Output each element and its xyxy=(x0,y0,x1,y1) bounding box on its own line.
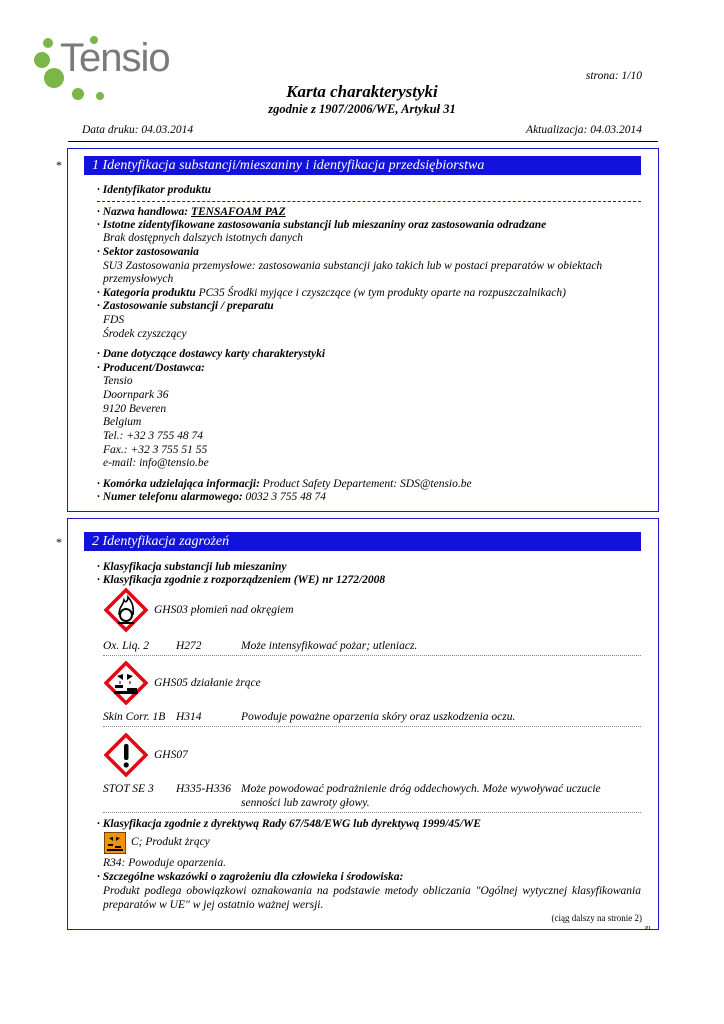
ghs03-label: GHS03 płomień nad okręgiem xyxy=(154,604,294,616)
dotted-divider xyxy=(103,655,641,656)
hazard-statement-cont: senności lub zawroty głowy. xyxy=(241,797,370,809)
usage-value-cleaner: Środek czyszczący xyxy=(103,328,187,340)
hazard-statement: Powoduje poważne oparzenia skóry oraz uszkodzenia oczu. xyxy=(241,711,516,723)
classification-label: · Klasyfikacja substancji lub mieszaniny xyxy=(97,561,287,573)
usage-label: · Zastosowanie substancji / preparatu xyxy=(97,300,274,312)
producer-line: Tel.: +32 3 755 48 74 xyxy=(103,430,203,442)
supplier-label: · Dane dotyczące dostawcy karty charakterystyki xyxy=(97,348,326,360)
dotted-divider xyxy=(103,726,641,727)
category-label: · Kategoria produktu xyxy=(97,287,199,299)
continued-note: (ciąg dalszy na stronie 2) xyxy=(551,913,642,923)
special-value: Produkt podlega obowiązkowi oznakowania na podstawie metody obliczania "Ogólnej wytycznej klasyfikowania preparatów w UE" w jej ostatnio ważnej wersji. xyxy=(103,885,641,911)
usage-value-fds: FDS xyxy=(103,314,125,326)
revision-star: * xyxy=(56,535,62,549)
producer-line: 9120 Beveren xyxy=(103,403,167,415)
logo-text: Tensio xyxy=(60,36,170,80)
trade-name-value: TENSAFOAM PAZ xyxy=(190,206,286,218)
update-date: Aktualizacja: 04.03.2014 xyxy=(526,124,642,136)
producer-line: Belgium xyxy=(103,416,142,428)
print-date: Data druku: 04.03.2014 xyxy=(82,124,194,136)
uses-value: Brak dostępnych dalszych istotnych danych xyxy=(103,232,303,244)
r34-phrase: R34: Powoduje oparzenia. xyxy=(103,857,226,869)
hazard-code: H335-H336 xyxy=(176,783,231,795)
dsd-label: · Klasyfikacja zgodnie z dyrektywą Rady 67/548/EWG lub dyrektywą 1999/45/WE xyxy=(97,818,481,830)
language-code: PL xyxy=(644,926,652,932)
producer-line: Doornpark 36 xyxy=(103,389,169,401)
emergency-row xyxy=(97,491,326,504)
sector-value-cont: przemysłowych xyxy=(103,273,174,285)
product-identifier-label: · Identyfikator produktu xyxy=(97,184,212,196)
producer-line: Tensio xyxy=(103,375,133,387)
sector-label: · Sektor zastosowania xyxy=(97,246,199,258)
header-divider xyxy=(68,141,658,142)
category-row xyxy=(97,287,566,300)
dsd-symbol-label: C; Produkt żrący xyxy=(131,836,210,848)
emergency-label: · Numer telefonu alarmowego: xyxy=(97,491,246,503)
page-number: strona: 1/10 xyxy=(585,70,642,82)
dashed-divider xyxy=(97,201,641,202)
hazard-code: H314 xyxy=(176,711,202,723)
hazard-code: H272 xyxy=(176,640,202,652)
exclamation-mark-icon xyxy=(104,733,148,777)
producer-line: Fax.: +32 3 755 51 55 xyxy=(103,444,208,456)
producer-label: · Producent/Dostawca: xyxy=(97,362,205,374)
hazard-class: STOT SE 3 xyxy=(103,783,154,795)
trade-name-row xyxy=(97,206,286,219)
corrosive-c-icon xyxy=(104,832,126,854)
special-label: · Szczególne wskazówki o zagrożeniu dla człowieka i środowiska: xyxy=(97,871,404,883)
producer-email[interactable]: e-mail: info@tensio.be xyxy=(103,457,209,469)
section-1-title: 1 Identyfikacja substancji/mieszaniny i identyfikacja przedsiębiorstwa xyxy=(84,156,641,175)
info-label: · Komórka udzielająca informacji: xyxy=(97,478,263,490)
ghs05-label: GHS05 działanie żrące xyxy=(154,677,261,689)
category-value: PC35 Środki myjące i czyszczące (w tym produkty oparte na rozpuszczalnikach) xyxy=(198,287,566,299)
info-row xyxy=(97,478,472,491)
hazard-class: Skin Corr. 1B xyxy=(103,711,166,723)
emergency-value: 0032 3 755 48 74 xyxy=(245,491,327,503)
document-subtitle: zgodnie z 1907/2006/WE, Artykuł 31 xyxy=(268,102,456,116)
sector-value: SU3 Zastosowania przemysłowe: zastosowania substancji jako takich lub w postaci preparatów w obiektach xyxy=(103,260,603,272)
uses-label: · Istotne zidentyfikowane zastosowania substancji lub mieszaniny oraz zastosowania odradzane xyxy=(97,219,547,231)
hazard-statement: Może intensyfikować pożar; utleniacz. xyxy=(241,640,418,652)
document-title: Karta charakterystyki xyxy=(286,82,438,101)
hazard-class: Ox. Liq. 2 xyxy=(103,640,149,652)
dotted-divider xyxy=(103,812,641,813)
clp-label: · Klasyfikacja zgodnie z rozporządzeniem (WE) nr 1272/2008 xyxy=(97,574,386,586)
corrosion-icon xyxy=(104,661,148,705)
info-value: Product Safety Departement: SDS@tensio.be xyxy=(262,478,472,490)
revision-star: * xyxy=(56,158,62,172)
flame-over-circle-icon xyxy=(104,588,148,632)
section-2-title: 2 Identyfikacja zagrożeń xyxy=(84,532,641,551)
ghs07-label: GHS07 xyxy=(154,749,188,761)
trade-name-label: · Nazwa handlowa: xyxy=(97,206,191,218)
hazard-statement: Może powodować podrażnienie dróg oddechowych. Może wywoływać uczucie xyxy=(241,783,601,795)
